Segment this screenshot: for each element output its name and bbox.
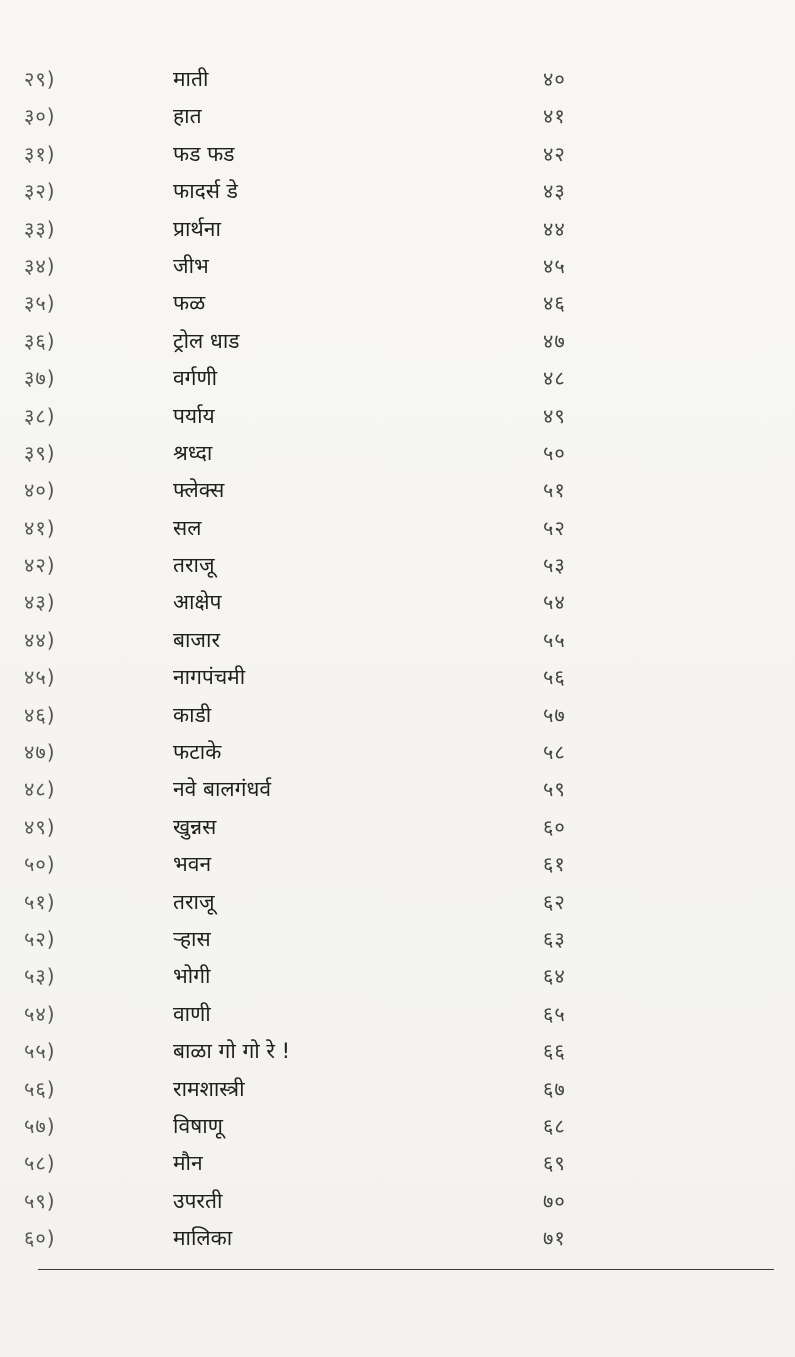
entry-number: ३३): [24, 216, 56, 241]
entry-page-number: ६७: [543, 1076, 566, 1101]
toc-entry: [0, 547, 795, 584]
entry-number: ४८): [24, 777, 56, 802]
entry-number: ५०): [24, 852, 56, 877]
entry-title: फादर्स डे: [173, 179, 238, 204]
entry-page-number: ६०: [543, 814, 566, 839]
entry-title: फ्लेक्स: [173, 478, 225, 503]
entry-number: ४५): [24, 665, 56, 690]
entry-number: ३६): [24, 328, 56, 353]
entry-number: ३८): [24, 403, 56, 428]
entry-title: काडी: [173, 702, 212, 727]
toc-entry: [0, 285, 795, 322]
toc-entry: [0, 622, 795, 659]
entry-title: माती: [173, 67, 209, 91]
entry-page-number: ४२: [543, 141, 566, 166]
entry-title: सल: [173, 515, 202, 540]
entry-title: नवे बालगंधर्व: [173, 777, 272, 802]
entry-number: ३२): [24, 179, 56, 204]
bottom-rule: [38, 1269, 774, 1270]
toc-entry: [0, 809, 795, 846]
entry-page-number: ६१: [543, 852, 566, 877]
entry-title: फळ: [173, 291, 206, 316]
entry-number: ४३): [24, 590, 56, 615]
entry-number: ५७): [24, 1113, 56, 1138]
toc-entry: [0, 1071, 795, 1108]
entry-title: पर्याय: [173, 403, 215, 428]
toc-entry: [0, 996, 795, 1033]
entry-page-number: ५३: [543, 553, 566, 578]
entry-title: जीभ: [173, 253, 209, 278]
toc-entry: [0, 98, 795, 135]
toc-entry: [0, 659, 795, 696]
entry-number: ४२): [24, 553, 56, 578]
entry-title: हात: [173, 104, 202, 129]
toc-entry: [0, 1183, 795, 1220]
entry-title: उपरती: [173, 1188, 223, 1213]
entry-number: ५१): [24, 889, 56, 914]
entry-title: मौन: [173, 1151, 203, 1176]
toc-entry: [0, 1108, 795, 1145]
entry-number: ५६): [24, 1076, 56, 1101]
entry-page-number: ७१: [543, 1226, 566, 1251]
entry-title: फड फड: [173, 141, 235, 166]
toc-entry: [0, 472, 795, 509]
entry-title: वर्गणी: [173, 366, 218, 391]
entry-page-number: ४९: [543, 403, 566, 428]
entry-number: २९): [24, 67, 56, 91]
toc-entry: [0, 435, 795, 472]
entry-number: ३५): [24, 291, 56, 316]
entry-number: ४६): [24, 702, 56, 727]
entry-number: ५३): [24, 964, 56, 989]
toc-entry: [0, 173, 795, 210]
toc-entry: [0, 510, 795, 547]
entry-page-number: ४७: [543, 328, 566, 353]
entry-number: ६०): [24, 1226, 56, 1251]
toc-entry: [0, 921, 795, 958]
entry-page-number: ५२: [543, 515, 566, 540]
entry-title: तराजू: [173, 553, 215, 578]
entry-number: ३१): [24, 141, 56, 166]
entry-title: नागपंचमी: [173, 665, 246, 690]
entry-number: ४४): [24, 627, 56, 652]
table-of-contents: [0, 61, 795, 1258]
entry-number: ४७): [24, 740, 56, 765]
entry-number: ४०): [24, 478, 56, 503]
entry-page-number: ४५: [543, 253, 566, 278]
entry-title: रामशास्त्री: [173, 1076, 245, 1101]
entry-page-number: ४१: [543, 104, 566, 129]
entry-number: ५८): [24, 1151, 56, 1176]
entry-title: श्रध्दा: [173, 440, 213, 465]
entry-page-number: ४६: [543, 291, 566, 316]
entry-title: बाजार: [173, 627, 221, 652]
entry-title: वाणी: [173, 1001, 211, 1026]
entry-number: ३९): [24, 440, 56, 465]
entry-page-number: ५४: [543, 590, 566, 615]
entry-page-number: ६३: [543, 926, 566, 951]
toc-entry: [0, 584, 795, 621]
entry-title: विषाणू: [173, 1113, 223, 1138]
toc-entry: [0, 211, 795, 248]
toc-entry: [0, 61, 795, 98]
toc-entry: [0, 398, 795, 435]
entry-page-number: ५१: [543, 478, 566, 503]
entry-title: भोगी: [173, 964, 211, 989]
entry-title: बाळा गो गो रे !: [173, 1039, 291, 1064]
entry-number: ३४): [24, 253, 56, 278]
entry-title: तराजू: [173, 889, 215, 914]
entry-title: मालिका: [173, 1226, 233, 1251]
entry-title: ऱ्हास: [173, 926, 211, 951]
entry-number: ५९): [24, 1188, 56, 1213]
entry-page-number: ६६: [543, 1039, 566, 1064]
toc-entry: [0, 697, 795, 734]
entry-page-number: ५७: [543, 702, 566, 727]
entry-page-number: ६५: [543, 1001, 566, 1026]
entry-page-number: ५०: [543, 440, 566, 465]
toc-entry: [0, 1033, 795, 1070]
entry-page-number: ७०: [543, 1188, 566, 1213]
entry-page-number: ५५: [543, 627, 566, 652]
entry-number: ३०): [24, 104, 56, 129]
toc-entry: [0, 884, 795, 921]
toc-entry: [0, 323, 795, 360]
entry-number: ५४): [24, 1001, 56, 1026]
entry-page-number: ५६: [543, 665, 566, 690]
entry-page-number: ४०: [543, 67, 566, 91]
entry-number: ३७): [24, 366, 56, 391]
toc-entry: [0, 1145, 795, 1182]
toc-entry: [0, 1220, 795, 1257]
toc-entry: [0, 771, 795, 808]
entry-number: ५५): [24, 1039, 56, 1064]
entry-number: ५२): [24, 926, 56, 951]
entry-number: ४९): [24, 814, 56, 839]
entry-page-number: ६८: [543, 1113, 566, 1138]
entry-title: फटाके: [173, 740, 222, 765]
entry-page-number: ५९: [543, 777, 566, 802]
entry-page-number: ४३: [543, 179, 566, 204]
entry-number: ४१): [24, 515, 56, 540]
entry-page-number: ४४: [543, 216, 566, 241]
toc-entry: [0, 734, 795, 771]
entry-title: खुन्नस: [173, 814, 217, 839]
entry-title: प्रार्थना: [173, 216, 221, 241]
entry-title: ट्रोल धाड: [173, 328, 240, 353]
entry-page-number: ६४: [543, 964, 566, 989]
entry-page-number: ५८: [543, 740, 566, 765]
toc-entry: [0, 136, 795, 173]
entry-page-number: ६९: [543, 1151, 566, 1176]
toc-entry: [0, 248, 795, 285]
entry-page-number: ६२: [543, 889, 566, 914]
toc-entry: [0, 360, 795, 397]
toc-entry: [0, 958, 795, 995]
entry-title: आक्षेप: [173, 590, 222, 615]
toc-entry: [0, 846, 795, 883]
entry-title: भवन: [173, 852, 212, 877]
entry-page-number: ४८: [543, 366, 566, 391]
